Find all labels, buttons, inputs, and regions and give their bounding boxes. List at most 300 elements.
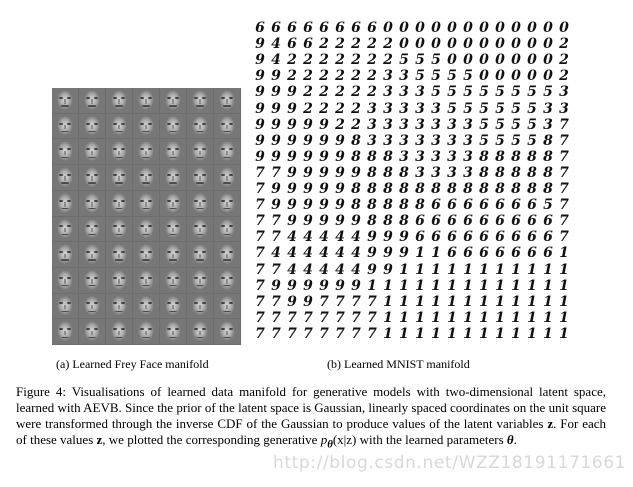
mnist-digit: 3 — [383, 116, 393, 133]
face-tile — [52, 268, 79, 294]
mnist-digit: 9 — [287, 197, 297, 214]
mnist-digit: 7 — [351, 325, 361, 342]
face-tile — [79, 165, 106, 191]
mnist-digit: 6 — [431, 229, 441, 246]
face-tile — [106, 294, 133, 320]
mnist-digit: 3 — [559, 100, 569, 117]
mnist-digit: 0 — [431, 20, 441, 37]
mnist-digit: 3 — [463, 116, 473, 133]
face-tile — [214, 319, 241, 345]
mnist-digit: 9 — [351, 277, 361, 294]
mnist-digit: 6 — [447, 197, 457, 214]
face-tile — [79, 88, 106, 114]
mnist-digit: 1 — [559, 325, 569, 342]
mnist-digit: 5 — [431, 68, 441, 85]
mnist-digit: 6 — [511, 229, 521, 246]
mnist-digit: 8 — [495, 164, 505, 181]
theta-symbol: θ — [506, 432, 514, 447]
face-tile — [187, 139, 214, 165]
mnist-digit: 9 — [367, 261, 377, 278]
face-tile — [133, 191, 160, 217]
mnist-digit: 7 — [367, 309, 377, 326]
mnist-digit: 9 — [351, 164, 361, 181]
mnist-digit: 4 — [271, 245, 281, 262]
mnist-digit: 3 — [383, 84, 393, 101]
mnist-digit: 7 — [255, 164, 265, 181]
mnist-digit: 0 — [495, 36, 505, 53]
mnist-digit: 2 — [559, 36, 569, 53]
mnist-digit: 1 — [479, 325, 489, 342]
mnist-digit: 1 — [383, 293, 393, 310]
mnist-digit: 0 — [495, 68, 505, 85]
mnist-digit: 1 — [527, 325, 537, 342]
mnist-digit: 5 — [495, 84, 505, 101]
mnist-digit: 1 — [543, 261, 553, 278]
mnist-digit: 8 — [543, 164, 553, 181]
mnist-digit: 0 — [543, 36, 553, 53]
mnist-digit: 7 — [303, 325, 313, 342]
mnist-digit: 0 — [479, 20, 489, 37]
mnist-digit: 9 — [335, 132, 345, 149]
mnist-digit: 8 — [383, 197, 393, 214]
face-tile — [79, 294, 106, 320]
mnist-digit: 9 — [255, 84, 265, 101]
face-tile — [160, 217, 187, 243]
mnist-digit: 6 — [303, 36, 313, 53]
mnist-digit: 9 — [319, 197, 329, 214]
mnist-digit: 9 — [255, 36, 265, 53]
face-tile — [52, 294, 79, 320]
mnist-digit: 3 — [415, 132, 425, 149]
mnist-digit: 1 — [559, 293, 569, 310]
face-tile — [160, 139, 187, 165]
mnist-digit: 3 — [447, 164, 457, 181]
mnist-digit: 9 — [319, 116, 329, 133]
mnist-digit: 0 — [527, 68, 537, 85]
face-tile — [187, 319, 214, 345]
mnist-digit: 4 — [319, 229, 329, 246]
mnist-digit: 6 — [495, 229, 505, 246]
mnist-digit: 7 — [271, 229, 281, 246]
mnist-digit: 3 — [543, 116, 553, 133]
mnist-digit: 6 — [463, 197, 473, 214]
mnist-digit: 0 — [511, 52, 521, 69]
mnist-digit: 5 — [495, 100, 505, 117]
mnist-digit: 6 — [447, 213, 457, 230]
face-tile — [187, 165, 214, 191]
mnist-digit: 9 — [335, 148, 345, 165]
frey-face-manifold — [52, 88, 241, 345]
mnist-digit: 4 — [287, 245, 297, 262]
mnist-digit: 6 — [511, 213, 521, 230]
mnist-digit: 5 — [511, 84, 521, 101]
mnist-digit: 9 — [255, 132, 265, 149]
mnist-digit: 8 — [479, 148, 489, 165]
mnist-digit: 9 — [335, 197, 345, 214]
mnist-digit: 3 — [383, 100, 393, 117]
mnist-digit: 1 — [447, 293, 457, 310]
mnist-digit: 3 — [399, 84, 409, 101]
mnist-digit: 8 — [543, 148, 553, 165]
mnist-digit: 1 — [383, 325, 393, 342]
face-tile — [187, 114, 214, 140]
mnist-digit: 8 — [479, 164, 489, 181]
mnist-digit: 2 — [319, 100, 329, 117]
mnist-digit: 9 — [319, 277, 329, 294]
watermark-url: http://blog.csdn.net/WZZ18191171661 — [273, 453, 627, 473]
mnist-digit: 7 — [319, 325, 329, 342]
mnist-digit: 7 — [255, 293, 265, 310]
mnist-digit: 9 — [319, 164, 329, 181]
mnist-digit: 1 — [399, 293, 409, 310]
mnist-digit: 1 — [495, 293, 505, 310]
face-tile — [160, 114, 187, 140]
mnist-digit: 0 — [399, 36, 409, 53]
mnist-digit: 8 — [351, 181, 361, 198]
mnist-digit: 1 — [495, 325, 505, 342]
mnist-digit: 8 — [383, 213, 393, 230]
mnist-digit: 0 — [511, 68, 521, 85]
mnist-digit: 7 — [319, 309, 329, 326]
mnist-digit: 5 — [415, 68, 425, 85]
mnist-digit: 7 — [303, 309, 313, 326]
mnist-digit: 7 — [367, 325, 377, 342]
mnist-digit: 8 — [415, 181, 425, 198]
mnist-digit: 9 — [383, 261, 393, 278]
mnist-digit: 8 — [511, 164, 521, 181]
mnist-digit: 1 — [415, 261, 425, 278]
mnist-digit: 7 — [319, 293, 329, 310]
mnist-digit: 6 — [495, 197, 505, 214]
mnist-digit: 8 — [367, 213, 377, 230]
mnist-digit: 4 — [351, 261, 361, 278]
mnist-digit: 9 — [303, 277, 313, 294]
face-tile — [187, 191, 214, 217]
mnist-digit: 9 — [335, 164, 345, 181]
mnist-digit: 7 — [255, 229, 265, 246]
face-tile — [106, 217, 133, 243]
mnist-digit: 9 — [271, 68, 281, 85]
mnist-digit: 3 — [399, 116, 409, 133]
mnist-digit: 4 — [303, 261, 313, 278]
mnist-digit: 9 — [287, 148, 297, 165]
mnist-digit: 5 — [463, 100, 473, 117]
mnist-digit: 8 — [367, 197, 377, 214]
mnist-digit: 4 — [319, 261, 329, 278]
mnist-digit: 7 — [255, 245, 265, 262]
face-tile — [133, 217, 160, 243]
mnist-digit: 6 — [527, 229, 537, 246]
face-tile — [79, 319, 106, 345]
mnist-digit: 6 — [463, 229, 473, 246]
mnist-digit: 8 — [367, 164, 377, 181]
mnist-digit: 7 — [351, 293, 361, 310]
mnist-digit: 4 — [287, 261, 297, 278]
mnist-digit: 8 — [383, 164, 393, 181]
face-tile — [106, 191, 133, 217]
mnist-digit: 3 — [367, 100, 377, 117]
mnist-digit: 5 — [431, 84, 441, 101]
face-tile — [133, 114, 160, 140]
mnist-digit: 4 — [335, 245, 345, 262]
mnist-digit: 2 — [303, 84, 313, 101]
mnist-digit: 0 — [527, 36, 537, 53]
theta-subscript: θ — [327, 438, 333, 451]
mnist-digit: 2 — [383, 36, 393, 53]
mnist-digit: 6 — [527, 197, 537, 214]
face-tile — [160, 191, 187, 217]
mnist-digit: 9 — [255, 100, 265, 117]
mnist-digit: 9 — [335, 181, 345, 198]
mnist-digit: 1 — [495, 309, 505, 326]
mnist-digit: 8 — [383, 148, 393, 165]
mnist-digit: 2 — [351, 116, 361, 133]
mnist-digit: 1 — [447, 277, 457, 294]
mnist-digit: 3 — [431, 164, 441, 181]
mnist-digit: 0 — [479, 68, 489, 85]
face-tile — [160, 242, 187, 268]
mnist-digit: 1 — [511, 277, 521, 294]
mnist-digit: 7 — [335, 325, 345, 342]
mnist-digit: 9 — [271, 148, 281, 165]
face-tile — [79, 268, 106, 294]
mnist-digit: 6 — [287, 20, 297, 37]
caption-part-2: . For each of these values — [16, 416, 606, 447]
mnist-digit: 9 — [351, 213, 361, 230]
mnist-digit: 1 — [415, 245, 425, 262]
mnist-digit: 7 — [255, 325, 265, 342]
mnist-digit: 2 — [351, 84, 361, 101]
mnist-digit: 1 — [495, 277, 505, 294]
mnist-digit: 7 — [271, 325, 281, 342]
mnist-digit: 5 — [479, 100, 489, 117]
mnist-digit: 3 — [367, 116, 377, 133]
face-tile — [214, 217, 241, 243]
face-tile — [106, 242, 133, 268]
mnist-digit: 9 — [303, 132, 313, 149]
face-tile — [187, 217, 214, 243]
mnist-digit: 7 — [271, 309, 281, 326]
mnist-digit: 6 — [543, 213, 553, 230]
mnist-digit: 0 — [495, 52, 505, 69]
mnist-digit: 8 — [383, 181, 393, 198]
mnist-digit: 9 — [303, 116, 313, 133]
mnist-digit: 6 — [511, 245, 521, 262]
mnist-digit: 7 — [559, 181, 569, 198]
mnist-digit: 6 — [367, 20, 377, 37]
mnist-digit: 7 — [271, 293, 281, 310]
face-tile — [52, 242, 79, 268]
mnist-digit: 8 — [399, 164, 409, 181]
mnist-digit: 8 — [447, 181, 457, 198]
mnist-digit: 2 — [351, 68, 361, 85]
mnist-digit: 1 — [415, 325, 425, 342]
mnist-digit: 6 — [351, 20, 361, 37]
mnist-digit: 1 — [559, 245, 569, 262]
mnist-digit: 1 — [463, 277, 473, 294]
mnist-digit: 1 — [479, 309, 489, 326]
mnist-digit: 3 — [383, 132, 393, 149]
mnist-digit: 0 — [399, 20, 409, 37]
mnist-digit: 2 — [335, 116, 345, 133]
mnist-digit: 3 — [367, 132, 377, 149]
mnist-digit: 6 — [511, 197, 521, 214]
mnist-digit: 1 — [479, 293, 489, 310]
mnist-digit: 8 — [351, 197, 361, 214]
mnist-digit: 9 — [255, 116, 265, 133]
face-tile — [160, 294, 187, 320]
face-tile — [52, 139, 79, 165]
face-tile — [187, 88, 214, 114]
mnist-digit: 5 — [463, 84, 473, 101]
mnist-digit: 0 — [463, 52, 473, 69]
mnist-digit: 6 — [255, 20, 265, 37]
mnist-digit: 9 — [319, 148, 329, 165]
face-tile — [52, 319, 79, 345]
mnist-digit: 1 — [447, 325, 457, 342]
subfigure-b-caption: (b) Learned MNIST manifold — [327, 357, 470, 371]
mnist-digit: 2 — [351, 100, 361, 117]
mnist-digit: 5 — [479, 132, 489, 149]
mnist-digit: 2 — [383, 52, 393, 69]
mnist-digit: 8 — [399, 197, 409, 214]
mnist-digit: 8 — [431, 181, 441, 198]
mnist-digit: 7 — [559, 164, 569, 181]
mnist-digit: 5 — [527, 116, 537, 133]
mnist-digit: 7 — [287, 309, 297, 326]
mnist-digit: 2 — [367, 84, 377, 101]
mnist-digit: 8 — [367, 181, 377, 198]
mnist-digit: 7 — [255, 309, 265, 326]
mnist-digit: 6 — [479, 245, 489, 262]
mnist-digit: 5 — [527, 132, 537, 149]
mnist-digit: 8 — [463, 181, 473, 198]
mnist-digit: 0 — [543, 52, 553, 69]
mnist-digit: 2 — [319, 68, 329, 85]
mnist-digit: 3 — [415, 84, 425, 101]
mnist-digit: 1 — [431, 325, 441, 342]
mnist-digit: 2 — [303, 52, 313, 69]
mnist-digit: 3 — [463, 164, 473, 181]
mnist-digit: 7 — [255, 213, 265, 230]
mnist-digit: 5 — [495, 132, 505, 149]
mnist-digit: 1 — [463, 325, 473, 342]
mnist-digit: 0 — [447, 36, 457, 53]
mnist-digit: 1 — [415, 293, 425, 310]
face-tile — [187, 294, 214, 320]
mnist-digit: 0 — [543, 68, 553, 85]
mnist-digit: 5 — [479, 84, 489, 101]
mnist-digit: 9 — [271, 277, 281, 294]
mnist-digit: 8 — [351, 148, 361, 165]
mnist-digit: 9 — [383, 245, 393, 262]
face-tile — [160, 88, 187, 114]
mnist-digit: 2 — [367, 36, 377, 53]
mnist-digit: 7 — [271, 164, 281, 181]
mnist-digit: 9 — [287, 132, 297, 149]
mnist-digit: 8 — [479, 181, 489, 198]
mnist-digit: 3 — [415, 100, 425, 117]
mnist-digit: 4 — [303, 245, 313, 262]
face-tile — [106, 268, 133, 294]
face-tile — [214, 165, 241, 191]
mnist-digit: 7 — [335, 309, 345, 326]
face-tile — [79, 242, 106, 268]
caption-part-3: , we plotted the corresponding generative — [102, 432, 321, 447]
mnist-digit: 1 — [511, 293, 521, 310]
mnist-digit: 9 — [271, 197, 281, 214]
mnist-digit: 3 — [383, 68, 393, 85]
mnist-digit: 4 — [335, 229, 345, 246]
mnist-digit: 6 — [463, 245, 473, 262]
mnist-digit: 2 — [303, 68, 313, 85]
mnist-digit: 0 — [527, 52, 537, 69]
mnist-digit: 9 — [287, 277, 297, 294]
mnist-digit: 0 — [383, 20, 393, 37]
face-tile — [187, 242, 214, 268]
mnist-digit: 7 — [335, 293, 345, 310]
mnist-digit: 9 — [367, 229, 377, 246]
mnist-digit: 5 — [543, 197, 553, 214]
mnist-digit: 7 — [271, 213, 281, 230]
mnist-digit: 6 — [527, 213, 537, 230]
mnist-digit: 9 — [255, 52, 265, 69]
mnist-digit: 9 — [255, 148, 265, 165]
mnist-digit: 9 — [367, 245, 377, 262]
mnist-digit: 4 — [351, 245, 361, 262]
mnist-digit: 6 — [527, 245, 537, 262]
mnist-digit: 2 — [367, 52, 377, 69]
mnist-digit: 6 — [495, 213, 505, 230]
face-tile — [106, 114, 133, 140]
mnist-digit: 0 — [479, 52, 489, 69]
face-tile — [133, 139, 160, 165]
mnist-digit: 1 — [431, 245, 441, 262]
mnist-digit: 7 — [255, 181, 265, 198]
mnist-digit: 6 — [543, 229, 553, 246]
mnist-digit: 3 — [543, 100, 553, 117]
mnist-digit: 0 — [463, 36, 473, 53]
mnist-digit: 1 — [463, 261, 473, 278]
face-tile — [133, 165, 160, 191]
mnist-digit: 9 — [383, 229, 393, 246]
mnist-digit: 7 — [559, 132, 569, 149]
mnist-digit: 3 — [447, 132, 457, 149]
caption-part-5: . — [513, 432, 517, 447]
face-tile — [79, 114, 106, 140]
mnist-digit: 0 — [415, 20, 425, 37]
face-tile — [79, 217, 106, 243]
face-tile — [214, 88, 241, 114]
face-tile — [214, 191, 241, 217]
mnist-digit: 5 — [511, 100, 521, 117]
mnist-digit: 8 — [527, 181, 537, 198]
mnist-digit: 1 — [399, 325, 409, 342]
mnist-digit: 5 — [447, 84, 457, 101]
mnist-digit: 8 — [527, 148, 537, 165]
mnist-digit: 7 — [559, 197, 569, 214]
mnist-digit: 4 — [335, 261, 345, 278]
mnist-digit: 2 — [351, 52, 361, 69]
mnist-digit: 2 — [335, 52, 345, 69]
mnist-digit: 1 — [559, 309, 569, 326]
mnist-digit: 1 — [383, 309, 393, 326]
mnist-digit: 9 — [335, 277, 345, 294]
mnist-digit: 4 — [351, 229, 361, 246]
face-tile — [106, 88, 133, 114]
mnist-digit: 1 — [511, 261, 521, 278]
mnist-digit: 1 — [527, 261, 537, 278]
